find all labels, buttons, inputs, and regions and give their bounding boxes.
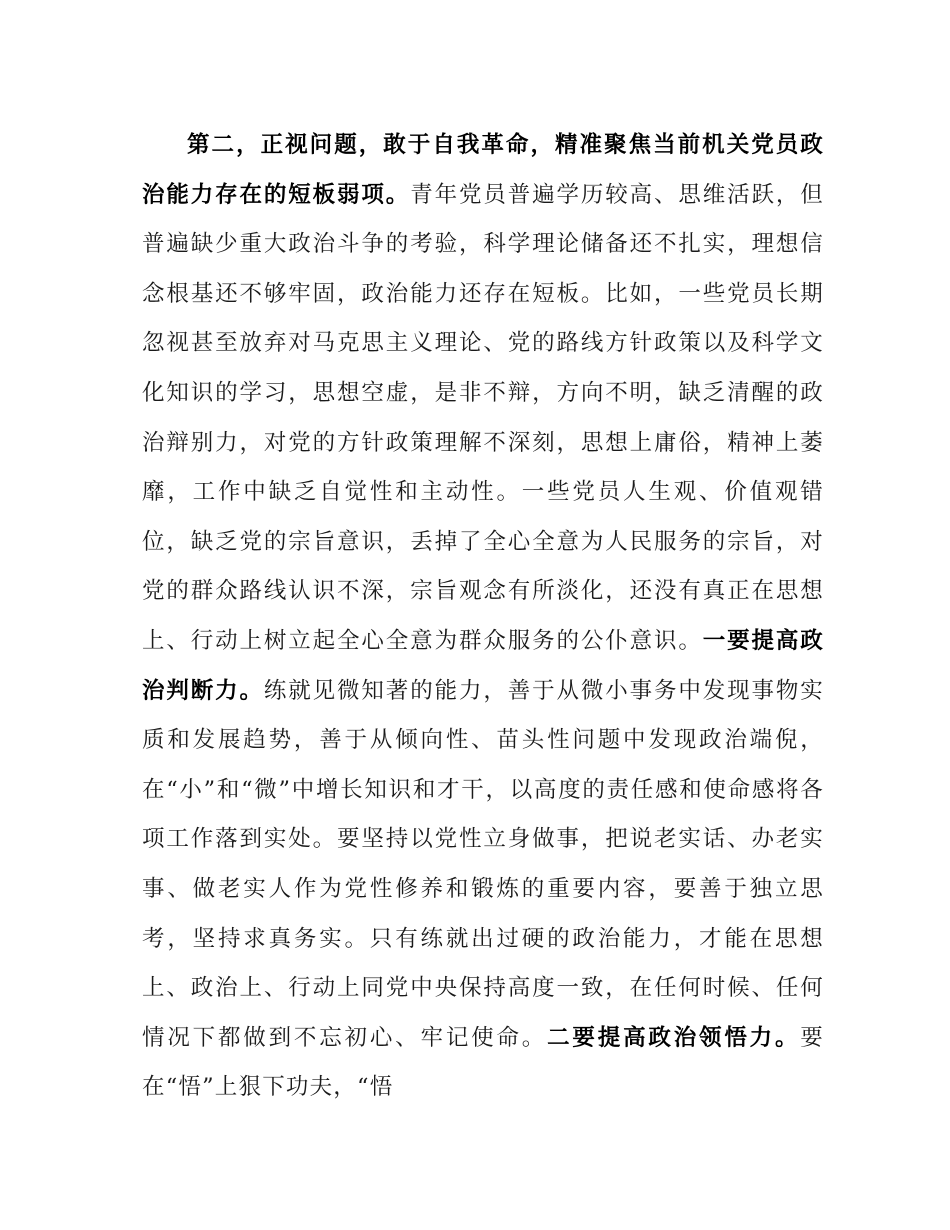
- paragraph-text: 要在“悟”上狠下功夫，“悟: [142, 1024, 824, 1101]
- point-one-heading: 一要提高政治判断力。: [142, 627, 824, 704]
- paragraph-text: 青年党员普遍学历较高、思维活跃，但普遍缺少重大政治斗争的考验，科学理论储备还不扎实，理想信念根基还不够牢固，政治能力还存在短板。比如，一些党员长期忽视甚至放弃对马克思主义理论、党的路线方针政策以及科学文化知识的学习，思想空虚，是非不辩，方向不明，缺乏清醒的政治辩别力，对党的方针政策理解不深刻，思想上庸俗，精神上萎靡，工作中缺乏自觉性和主动性。一些党员人生观、价值观错位，缺乏党的宗旨意识，丢掉了全心全意为人民服务的宗旨，对党的群众路线认识不深，宗旨观念有所淡化，还没有真正在思想上、行动上树立起全心全意为群众服务的公仆意识。: [142, 181, 825, 654]
- point-two-heading: 二要提高政治领悟力。: [547, 1024, 801, 1051]
- paragraph-text: 练就见微知著的能力，善于从微小事务中发现事物实质和发展趋势，善于从倾向性、苗头性问题中发现政治端倪，在“小”和“微”中增长知识和才干，以高度的责任感和使命感将各项工作落到实处。要坚持以党性立身做事，把说老实话、办老实事、做老实人作为党性修养和锻炼的重要内容，要善于独立思考，坚持求真务实。只有练就出过硬的政治能力，才能在思想上、政治上、行动上同党中央保持高度一致，在任何时候、任何情况下都做到不忘初心、牢记使命。: [142, 677, 824, 1051]
- section-heading-text: 第二，正视问题，敢于自我革命，精准聚焦当前机关党员政治能力存在的短板弱项。: [142, 132, 824, 208]
- body-paragraph: [142, 121, 824, 1113]
